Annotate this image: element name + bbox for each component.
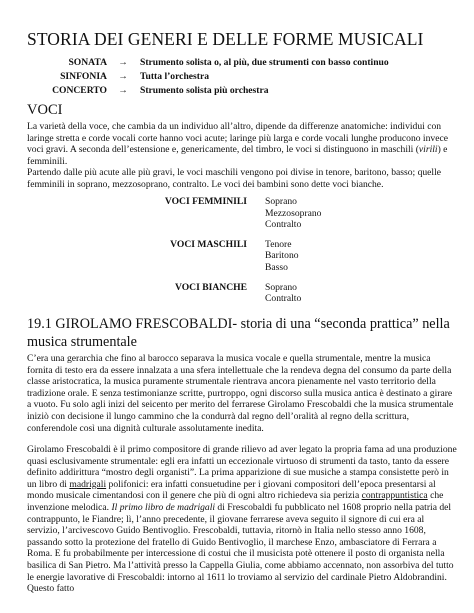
- section-paragraph-2: [27, 444, 457, 595]
- form-description: Strumento solista più orchestra: [140, 85, 269, 96]
- voice-item: Contralto: [265, 219, 302, 231]
- voci-text: La varietà della voce, che cambia da un individuo all’altro, dipende da differenze anatomiche: individui con laringe stretta e corde vocali corte hanno voci acute; laringe più larga e corde vocali lunghe producono invece voci gravi. A seconda dell’estensione e, genericamente, del timbro, le voci si distinguono in maschili (: [27, 121, 448, 156]
- underlined-term: contrappuntistica: [361, 490, 428, 502]
- body-text: di Frescobaldi fu pubblicato nel 1608 proprio nella patria del contrappunto, le Fiandre; lì, l’anno precedente, il giovane ferrarese aveva seguito il signore di cui era al servizio, l’arcivescovo Guido Bentivoglio. Frescobaldi, tuttavia, ritornò in Italia nello stesso anno 1608, passando sotto la protezione del fratello di Guido Bentivoglio, il marchese Enzo, ambasciatore di Ferrara a Roma. E fu probabilmente per intercessione di costui che il musicista potè ottenere il posto di organista nella basilica di San Pietro. Ma l’attività presso la Cappella Giulia, come abbiamo accennato, non assorbiva del tutto le energie lavorative di Frescobaldi: intorno al 1611 lo troviamo al servizio del cardinale Pietro Aldobrandini. Questo fatto: [27, 501, 454, 595]
- voice-group-maschili: [27, 239, 457, 274]
- form-description: Strumento solista o, al più, due strumenti con basso continuo: [140, 57, 389, 68]
- voice-item: Soprano: [265, 196, 297, 207]
- voice-item: Soprano: [265, 281, 297, 293]
- underlined-term: madrigali: [69, 478, 107, 490]
- voice-group-list: [265, 239, 457, 274]
- form-row-concerto: [27, 85, 457, 99]
- form-name: CONCERTO: [52, 85, 107, 96]
- voci-heading: VOCI: [27, 102, 63, 118]
- arrow-right-icon: →: [118, 57, 128, 68]
- arrow-right-icon: →: [118, 71, 128, 82]
- arrow-right-icon: →: [118, 85, 128, 96]
- form-row-sinfonia: [27, 71, 457, 85]
- voice-item: Contralto: [265, 293, 302, 305]
- voice-item: Basso: [265, 261, 288, 273]
- voci-virili: virili: [418, 144, 438, 156]
- voice-group-label: VOCI MASCHILI: [170, 238, 247, 250]
- voice-item: Mezzosoprano: [265, 207, 322, 219]
- voice-group-bianche: [27, 282, 457, 305]
- voci-text: Partendo dalle più acute alle più gravi, le voci maschili vengono poi divise in tenore, baritono, basso; quelle femminili in soprano, mezzosoprano, contralto. Le voci dei bambini sono dette voci bianche.: [27, 167, 442, 190]
- body-text: polifonici: era infatti consuetudine per i giovani compositori dell’epoca presentarsi al mondo musicale cimentandosi con il genere che più di ogni altro richiedeva sia perizia: [27, 478, 436, 502]
- italic-title: Il primo libro de madrigali: [111, 501, 216, 513]
- forms-list: [27, 57, 457, 99]
- body-text: Girolamo Frescobaldi è il primo compositore di grande rilievo ad aver legato la propria fama ad una produzione quasi esclusivamente strumentale: egli era infatti un eccezionale virtuoso di strumenti da tasto, tanto da essere definito addirittura “mostro degli organisti”. La prima apparizione di sue musiche a stampa consistette però in un libro di: [27, 444, 457, 490]
- voci-text: ) e femminili.: [27, 144, 448, 167]
- voice-group-label: VOCI BIANCHE: [174, 281, 247, 293]
- form-name: SINFONIA: [60, 71, 107, 82]
- form-description: Tutta l’orchestra: [140, 71, 210, 82]
- voices-table: [27, 196, 457, 313]
- form-row-sonata: [27, 57, 457, 71]
- voci-paragraph: [27, 121, 457, 191]
- voice-item: Tenore: [265, 238, 292, 250]
- voice-group-list: [265, 282, 457, 305]
- section-heading: 19.1 GIROLAMO FRESCOBALDI- storia di una “seconda prattica” nella musica strumentale: [27, 316, 450, 350]
- form-name: SONATA: [68, 57, 107, 68]
- page-title: STORIA DEI GENERI E DELLE FORME MUSICALI: [27, 29, 424, 49]
- voice-group-femminili: [27, 196, 457, 231]
- section-paragraph-1: C’era una gerarchia che fino al barocco separava la musica vocale e quella strumentale, mentre la musica fornita di testo era da essere innalzata a una sfera intellettuale che la rendeva degna del consumo da parte della classe aristocratica, la musica puramente strumentale rientrava ancora pienamente nel vasto territorio della tradizione orale. E senza testimonianze scritte, purtroppo, ogni discorso sulla musica antica è destinato a girare a vuoto. Fu solo agli inizi del seicento per merito del ferrarese Girolamo Frescobaldi che la musica strumentale iniziò con decisione il lungo cammino che la condurrà dal regno dell’oralità al regno della scrittura, conferendole così una dignità culturale assolutamente inedita.: [27, 353, 454, 434]
- voice-group-list: [265, 196, 457, 231]
- body-text: che invenzione melodica.: [27, 490, 444, 513]
- voice-item: Baritono: [265, 250, 299, 262]
- voice-group-label: VOCI FEMMINILI: [164, 196, 247, 207]
